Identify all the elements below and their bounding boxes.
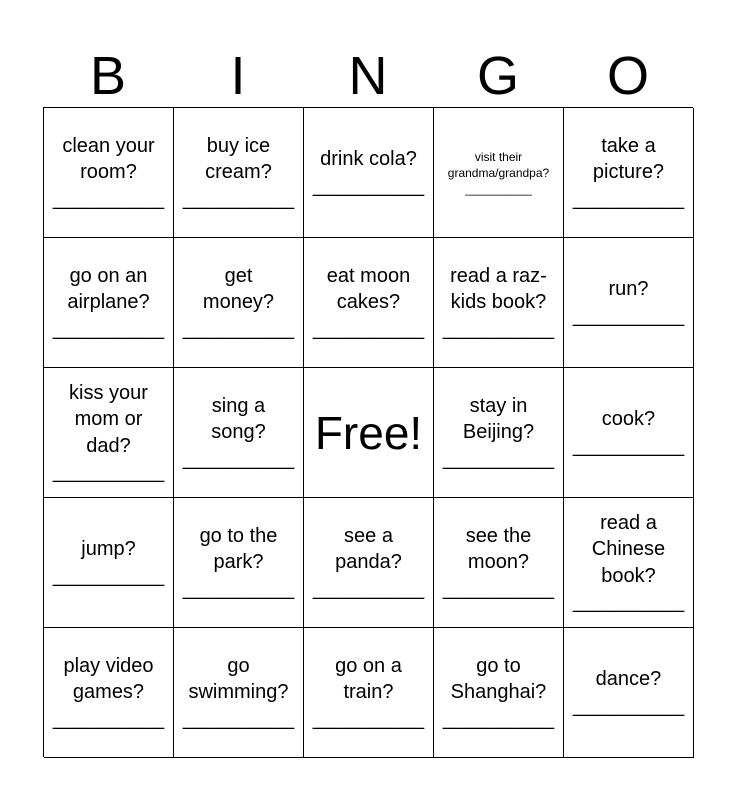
cell-text: read a Chinese book? __________ (572, 511, 685, 613)
cell-text: buy ice cream? __________ (182, 134, 295, 210)
bingo-cell[interactable] (434, 238, 564, 368)
header-letter-o: O (606, 46, 649, 106)
header-letter-g: G (476, 46, 519, 106)
bingo-cell[interactable] (564, 238, 694, 368)
bingo-cell[interactable] (174, 498, 304, 628)
cell-text: dance? __________ (572, 668, 685, 717)
bingo-cell[interactable] (174, 368, 304, 498)
cell-text: run? __________ (572, 278, 685, 327)
cell-text: take a picture? __________ (572, 134, 685, 210)
free-space-text: Free! (314, 406, 423, 459)
cell-text: see a panda? __________ (312, 524, 425, 600)
cell-text: go to the park? __________ (182, 524, 295, 600)
bingo-cell[interactable] (434, 108, 564, 238)
cell-text: kiss your mom or dad? __________ (52, 381, 165, 483)
bingo-cell[interactable] (304, 498, 434, 628)
cell-text: eat moon cakes? __________ (312, 264, 425, 340)
bingo-cell[interactable] (44, 368, 174, 498)
cell-text: read a raz- kids book? __________ (442, 264, 555, 340)
cell-text: go on a train? __________ (312, 654, 425, 730)
cell-text: stay in Beijing? __________ (442, 394, 555, 470)
bingo-card (43, 107, 693, 757)
cell-text: see the moon? __________ (442, 524, 555, 600)
bingo-cell[interactable] (304, 108, 434, 238)
bingo-header (43, 44, 693, 108)
bingo-cell[interactable] (434, 628, 564, 758)
cell-text: go swimming? __________ (182, 654, 295, 730)
cell-text: clean your room? __________ (52, 134, 165, 210)
bingo-cell[interactable] (174, 108, 304, 238)
header-letter-b: B (89, 46, 127, 106)
free-space-cell[interactable] (304, 368, 434, 498)
bingo-cell[interactable] (564, 108, 694, 238)
cell-text: drink cola? __________ (312, 148, 425, 197)
header-letter-i: I (230, 46, 246, 106)
cell-text: play video games? __________ (52, 654, 165, 730)
bingo-cell[interactable] (174, 628, 304, 758)
cell-text: go to Shanghai? __________ (442, 654, 555, 730)
bingo-cell[interactable] (44, 628, 174, 758)
cell-text: jump? __________ (52, 538, 165, 587)
bingo-cell[interactable] (304, 238, 434, 368)
bingo-cell[interactable] (304, 628, 434, 758)
bingo-cell[interactable] (174, 238, 304, 368)
bingo-cell[interactable] (44, 498, 174, 628)
bingo-cell[interactable] (44, 108, 174, 238)
bingo-cell[interactable] (564, 368, 694, 498)
cell-text: sing a song? __________ (182, 394, 295, 470)
cell-text: visit their grandma/grandpa? __________ (447, 149, 550, 196)
bingo-cell[interactable] (564, 628, 694, 758)
bingo-cell[interactable] (564, 498, 694, 628)
cell-text: cook? __________ (572, 408, 685, 457)
cell-text: get money? __________ (182, 264, 295, 340)
bingo-cell[interactable] (434, 498, 564, 628)
cell-text: go on an airplane? __________ (52, 264, 165, 340)
header-letter-n: N (348, 46, 388, 106)
bingo-cell[interactable] (44, 238, 174, 368)
bingo-cell[interactable] (434, 368, 564, 498)
